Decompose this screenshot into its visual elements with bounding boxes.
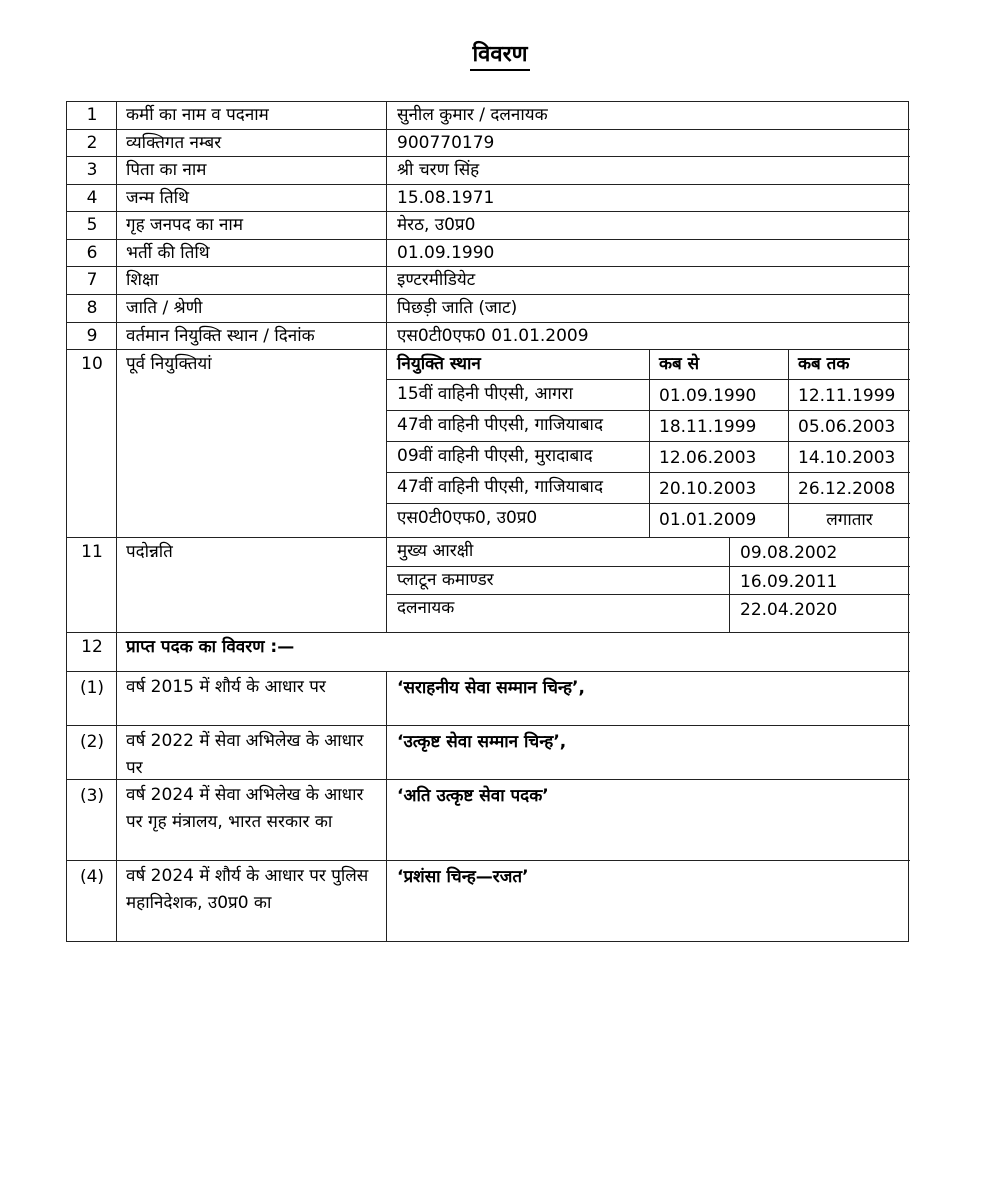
posting-place: एस0टी0एफ0, उ0प्र0	[397, 508, 538, 528]
table-rule	[649, 350, 650, 538]
medal-entry-desc: वर्ष 2015 में शौर्य के आधार पर	[126, 677, 326, 697]
row-value: एस0टी0एफ0 01.01.2009	[397, 326, 589, 346]
row-value: 15.08.1971	[397, 188, 495, 208]
details-table	[66, 101, 909, 942]
table-rule	[67, 860, 910, 861]
row-value: मेरठ, उ0प्र0	[397, 215, 476, 235]
medal-entry-number: (1)	[79, 678, 105, 698]
row-label: पिता का नाम	[126, 160, 207, 180]
medal-entry-desc: वर्ष 2022 में सेवा अभिलेख के आधार पर	[126, 731, 364, 778]
table-rule	[67, 266, 910, 267]
table-rule	[67, 156, 910, 157]
row-number: 1	[86, 105, 98, 125]
posting-to: लगातार	[826, 510, 873, 530]
promotion-rank: प्लाटून कमाण्डर	[397, 570, 494, 590]
promotion-rank: मुख्य आरक्षी	[397, 541, 474, 561]
row-value: इण्टरमीडियेट	[397, 270, 476, 290]
table-rule	[116, 102, 117, 942]
posting-from: 18.11.1999	[659, 417, 757, 437]
row-label: व्यक्तिगत नम्बर	[126, 133, 222, 153]
medal-entry-desc: वर्ष 2024 में शौर्य के आधार पर पुलिस महानिदेशक, उ0प्र0 का	[126, 866, 369, 913]
row-label: गृह जनपद का नाम	[126, 215, 244, 235]
promotion-date: 16.09.2011	[740, 572, 838, 592]
row-value: 01.09.1990	[397, 243, 495, 263]
row-number: 7	[86, 270, 98, 290]
medal-entry-number: (3)	[79, 786, 105, 806]
row-label: शिक्षा	[126, 270, 159, 290]
medal-entry-desc: वर्ष 2024 में सेवा अभिलेख के आधार पर गृह मंत्रालय, भारत सरकार का	[126, 785, 364, 832]
table-rule	[729, 538, 730, 633]
posting-to: 05.06.2003	[798, 417, 896, 437]
row-label: वर्तमान नियुक्ति स्थान / दिनांक	[126, 326, 315, 346]
table-rule	[67, 779, 910, 780]
posting-from: 01.09.1990	[659, 386, 757, 406]
row-label: पूर्व नियुक्तियां	[126, 354, 212, 374]
row-number: 9	[86, 326, 98, 346]
medal-entry-number: (4)	[79, 867, 105, 887]
row-label: भर्ती की तिथि	[126, 243, 210, 263]
table-rule	[387, 566, 910, 567]
posting-from: 20.10.2003	[659, 479, 757, 499]
posting-to: 12.11.1999	[798, 386, 896, 406]
row-number: 12	[81, 637, 103, 657]
row-label: जन्म तिथि	[126, 188, 189, 208]
table-rule	[67, 211, 910, 212]
medal-name: ‘उत्कृष्ट सेवा सम्मान चिन्ह’,	[397, 732, 567, 752]
postings-header-from: कब से	[659, 354, 700, 374]
row-number: 11	[81, 542, 103, 562]
posting-from: 12.06.2003	[659, 448, 757, 468]
table-rule	[67, 537, 910, 538]
promotion-date: 09.08.2002	[740, 543, 838, 563]
posting-place: 15वीं वाहिनी पीएसी, आगरा	[397, 384, 573, 404]
table-rule	[67, 349, 910, 350]
row-number: 6	[86, 243, 98, 263]
table-rule	[788, 350, 789, 538]
posting-place: 09वीं वाहिनी पीएसी, मुरादाबाद	[397, 446, 593, 466]
row-value: सुनील कुमार / दलनायक	[397, 105, 548, 125]
posting-place: 47वी वाहिनी पीएसी, गाजियाबाद	[397, 415, 603, 435]
row-label: पदोन्नति	[126, 542, 173, 562]
medal-name: ‘प्रशंसा चिन्ह—रजत’	[397, 867, 529, 887]
medal-name: ‘सराहनीय सेवा सम्मान चिन्ह’,	[397, 678, 585, 698]
table-rule	[387, 594, 910, 595]
row-value: श्री चरण सिंह	[397, 160, 480, 180]
row-number: 8	[86, 298, 98, 318]
postings-header-to: कब तक	[798, 354, 850, 374]
table-rule	[67, 239, 910, 240]
row-label: जाति / श्रेणी	[126, 298, 203, 318]
posting-to: 14.10.2003	[798, 448, 896, 468]
promotion-rank: दलनायक	[397, 598, 455, 618]
promotion-date: 22.04.2020	[740, 600, 838, 620]
table-rule	[67, 632, 910, 633]
table-rule	[67, 294, 910, 295]
document-title-text: विवरण	[470, 42, 529, 71]
posting-from: 01.01.2009	[659, 510, 757, 530]
table-rule	[386, 672, 387, 942]
posting-to: 26.12.2008	[798, 479, 896, 499]
postings-header-place: नियुक्ति स्थान	[397, 354, 481, 374]
table-rule	[67, 725, 910, 726]
row-number: 5	[86, 215, 98, 235]
medal-name: ‘अति उत्कृष्ट सेवा पदक’	[397, 786, 549, 806]
table-rule	[386, 102, 387, 633]
row-number: 3	[86, 160, 98, 180]
posting-place: 47वीं वाहिनी पीएसी, गाजियाबाद	[397, 477, 603, 497]
medals-heading: प्राप्त पदक का विवरण :—	[126, 637, 295, 657]
table-rule	[67, 671, 910, 672]
table-rule	[67, 184, 910, 185]
medal-entry-number: (2)	[79, 732, 105, 752]
table-rule	[67, 322, 910, 323]
table-rule	[67, 129, 910, 130]
row-number: 4	[86, 188, 98, 208]
row-number: 2	[86, 133, 98, 153]
row-label: कर्मी का नाम व पदनाम	[126, 105, 269, 125]
row-value: 900770179	[397, 133, 495, 153]
row-number: 10	[81, 354, 103, 374]
row-value: पिछड़ी जाति (जाट)	[397, 298, 518, 318]
document-title	[0, 38, 1000, 68]
